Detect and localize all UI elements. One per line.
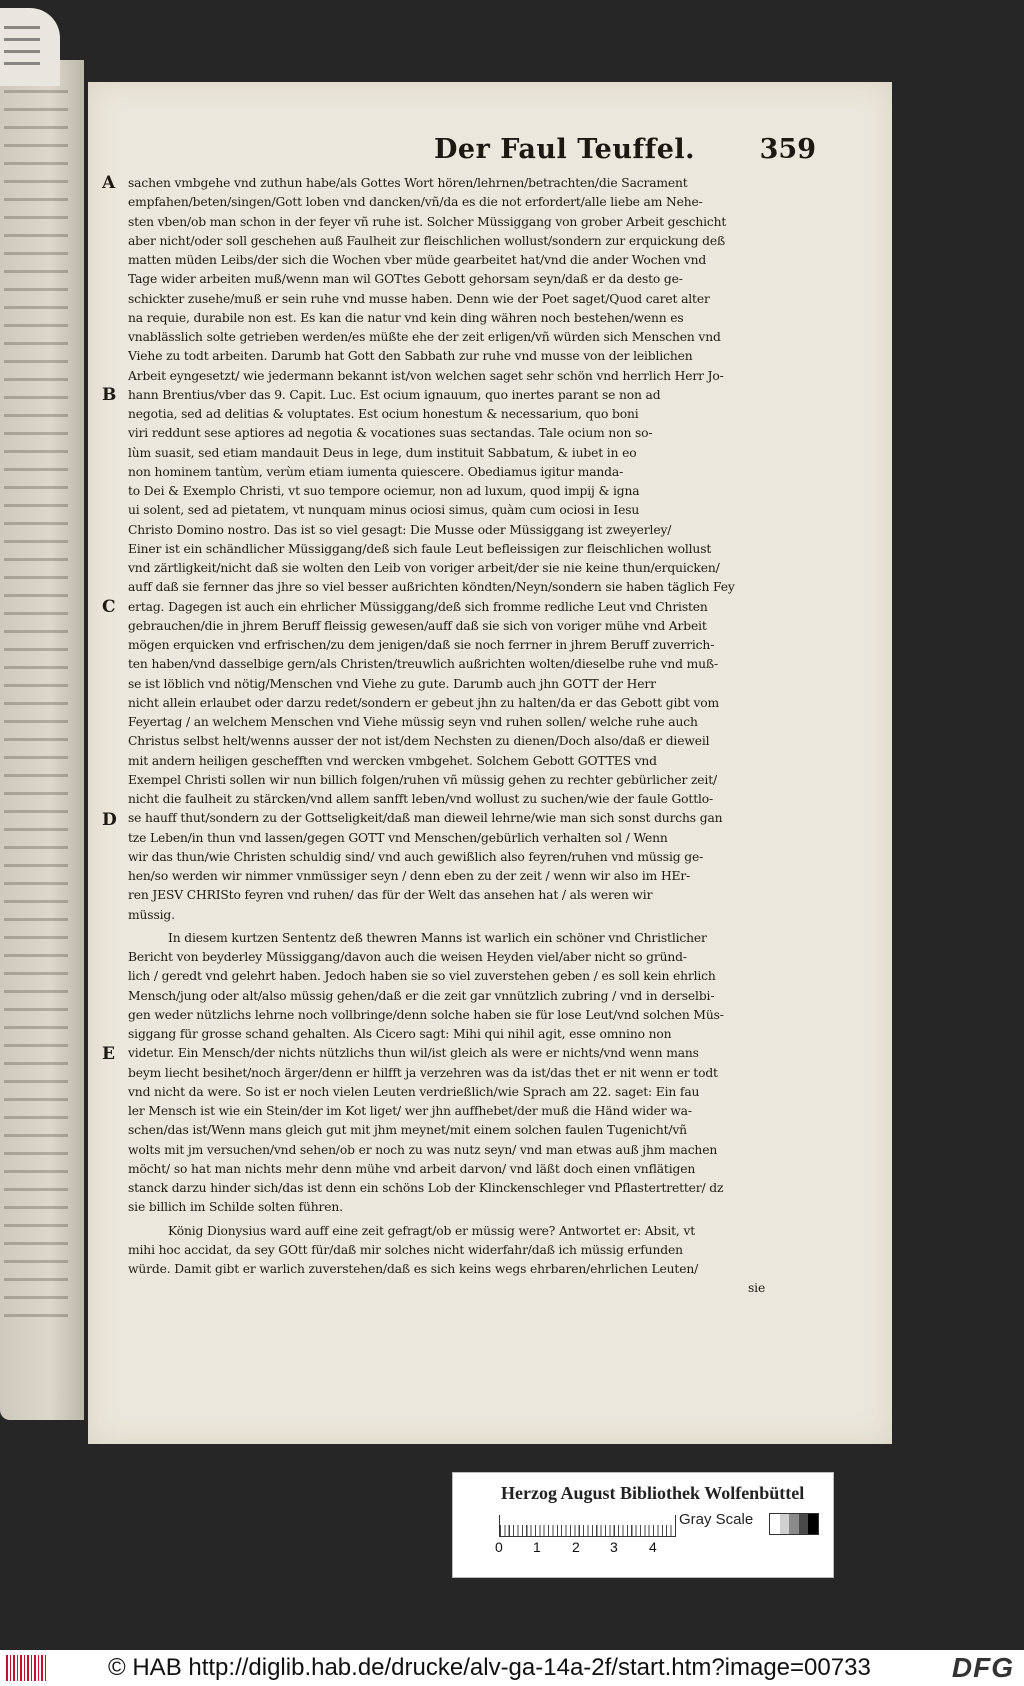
text-line: Mensch/jung oder alt/also müssig gehen/daß er die zeit gar vnnützlich zubring / vnd in derselbi- bbox=[128, 988, 715, 1003]
text-line: gebrauchen/die in jhrem Beruff fleissig gewesen/auff daß sie sich von voriger mühe vnd Arbeit bbox=[128, 618, 707, 633]
margin-marker-a: A bbox=[102, 173, 116, 193]
text-line: negotia, sed ad delitias & voluptates. Est ocium honestum & necessarium, quo boni bbox=[128, 407, 639, 421]
gray-swatch bbox=[799, 1514, 809, 1534]
text-line: In diesem kurtzen Sententz deß thewren Manns ist warlich ein schöner vnd Christlicher bbox=[168, 930, 707, 945]
text-line: schen/das ist/Wenn mans gleich gut mit jhm meynet/mit einem solchen faulen Tugenicht/vñ bbox=[128, 1123, 687, 1138]
text-line: videtur. Ein Mensch/der nichts nützlichs thun wil/ist gleich als were er nichts/vnd wenn mans bbox=[128, 1046, 699, 1061]
gray-swatch bbox=[780, 1514, 790, 1534]
text-line: König Dionysius ward auff eine zeit gefragt/ob er müssig were? Antwortet er: Absit, vt bbox=[168, 1223, 696, 1238]
page-text bbox=[128, 174, 828, 1299]
text-line: mihi hoc accidat, da sey GOtt für/daß mir solches nicht widerfahr/daß ich müssig erfunden bbox=[128, 1242, 683, 1257]
running-head bbox=[328, 134, 848, 174]
text-line: se ist löblich vnd nötig/Menschen vnd Viehe zu gute. Darumb auch jhn GOTT der Herr bbox=[128, 676, 656, 691]
text-line: beym liecht besihet/noch ärger/denn er hilfft ja verzehren was da ist/das thet er nit wenn er todt bbox=[128, 1065, 718, 1080]
text-line: würde. Damit gibt er warlich zuverstehen/daß es sich keins wegs ehrbaren/ehrlichen Leuten/ bbox=[128, 1262, 699, 1276]
text-line: hann Brentius/vber das 9. Capit. Luc. Est ocium ignauum, quo inertes parant se non ad bbox=[128, 387, 661, 402]
ruler-number: 0 bbox=[495, 1539, 503, 1555]
ruler-number: 3 bbox=[610, 1539, 618, 1555]
text-line: Christo Domino nostro. Das ist so viel gesagt: Die Musse oder Müssiggang ist zweyerley/ bbox=[128, 522, 672, 537]
text-line: lich / geredt vnd gelehrt haben. Jedoch haben sie so viel zuverstehen geben / es soll kein ehrlich bbox=[128, 969, 716, 984]
text-line: müssig. bbox=[128, 907, 175, 922]
color-reference-card bbox=[452, 1472, 834, 1578]
text-line: aber nicht/oder soll geschehen auß Faulheit zur fleischlichen wollust/sondern zur erquickung deß bbox=[128, 233, 726, 248]
text-line: viri reddunt sese aptiores ad negotia & vocationes suas sectandas. Tale ocium non so- bbox=[128, 426, 653, 441]
text-line: Viehe zu todt arbeiten. Darumb hat Gott den Sabbath zur ruhe vnd musse von der leiblichen bbox=[128, 349, 693, 364]
left-adjacent-page bbox=[0, 60, 84, 1420]
text-line: Exempel Christi sollen wir nun billich folgen/ruhen vñ müssig gehen zu rechter gebürlicher zeit/ bbox=[128, 772, 717, 787]
text-line: sie billich im Schilde solten führen. bbox=[128, 1200, 343, 1215]
text-line: möcht/ so hat man nichts mehr denn mühe vnd arbeit darvon/ vnd läßt doch einen vnflätigen bbox=[128, 1161, 696, 1176]
text-line: siggang für grosse schand gehalten. Als Cicero sagt: Mihi qui nihil agit, esse omnino non bbox=[128, 1027, 672, 1041]
text-line: ui solent, sed ad pietatem, vt nunquam minus ociosi simus, quàm cum ociosi in Iesu bbox=[128, 503, 640, 518]
left-page-text-block bbox=[4, 90, 68, 1330]
ruler-number: 1 bbox=[533, 1539, 541, 1555]
text-line: ertag. Dagegen ist auch ein ehrlicher Müssiggang/deß sich fromme redliche Leut vnd Christen bbox=[128, 599, 708, 614]
text-line: sten vben/ob man schon in der feyer vñ ruhe ist. Solcher Müssiggang von grober Arbeit geschicht bbox=[128, 214, 727, 229]
text-line: vnd nicht da were. So ist er noch vielen Leuten verdrießlich/wie Sprach am 22. saget: Ein fau bbox=[128, 1084, 700, 1099]
text-line: ren JESV CHRISto feyren vnd ruhen/ das für der Welt das ansehen hat / als weren wir bbox=[128, 888, 653, 903]
text-line: Bericht von beyderley Müssiggang/davon auch die weisen Heyden viel/aber nicht so gründ- bbox=[128, 950, 687, 964]
text-line: Einer ist ein schändlicher Müssiggang/deß sich faule Leut befleissigen zur fleischlichen wollust bbox=[128, 541, 712, 556]
dfg-logo: DFG bbox=[951, 1652, 1014, 1683]
text-line: nicht die faulheit zu stärcken/vnd allem sanfft leben/vnd wollust zu suchen/wie der faule Gottlo- bbox=[128, 792, 714, 806]
text-line: wir das thun/wie Christen schuldig sind/ vnd auch gewißlich also feyren/ruhen vnd müssig ge- bbox=[128, 849, 704, 864]
gray-scale-bar bbox=[769, 1513, 819, 1535]
text-line: tze Leben/in thun vnd lassen/gegen GOTT vnd Menschen/gebürlich verhalten sol / Wenn bbox=[128, 830, 668, 845]
text-line: ten haben/vnd dasselbige gern/als Christen/treuwlich außrichten wolten/dieselbe ruhe vnd muß- bbox=[128, 657, 718, 672]
running-title: Der Faul Teuffel. bbox=[434, 134, 696, 165]
margin-marker-d: D bbox=[102, 810, 117, 830]
footer-copyright-url: © HAB http://diglib.hab.de/drucke/alv-ga-14a-2f/start.htm?image=00733 bbox=[108, 1654, 871, 1681]
text-line: na requie, durabile non est. Es kan die natur vnd kein ding währen noch bestehen/wenn es bbox=[128, 310, 684, 325]
text-line: empfahen/beten/singen/Gott loben vnd dancken/vñ/da es die not erfordert/alle liebe am Nehe- bbox=[128, 195, 703, 210]
text-line: Tage wider arbeiten muß/wenn man wil GOTtes Gebott gehorsam seyn/daß er da desto ge- bbox=[128, 272, 683, 287]
text-line: vnd zärtligkeit/nicht daß sie wolten den Leib von voriger arbeit/der sie nie keine thun/erquicken/ bbox=[128, 561, 720, 575]
margin-marker-e: E bbox=[102, 1044, 115, 1064]
text-line: wolts mit jm versuchen/vnd sehen/ob er noch zu was nutz seyn/ vnd man etwas auß jhm machen bbox=[128, 1142, 718, 1157]
text-line: Arbeit eyngesetzt/ wie jedermann bekannt ist/von welchen saget sehr schön vnd herrlich Herr Jo- bbox=[128, 368, 724, 383]
text-line: ler Mensch ist wie ein Stein/der im Kot liget/ wer jhn auffhebet/der muß die Händ wider wa- bbox=[128, 1104, 692, 1118]
margin-marker-c: C bbox=[102, 597, 116, 617]
left-page-corner-text bbox=[4, 26, 40, 66]
text-line: non hominem tantùm, verùm etiam iumenta quiescere. Obediamus igitur manda- bbox=[128, 464, 624, 479]
text-line: gen weder nützlichs lehrne noch vollbringe/denn solche haben sie für lose Leut/vnd solchen Müs- bbox=[128, 1007, 724, 1022]
left-page-corner bbox=[0, 8, 60, 86]
library-name: Herzog August Bibliothek Wolfenbüttel bbox=[501, 1483, 805, 1503]
text-line: nicht allein erlaubet oder darzu redet/sondern er gebeut jhn zu halten/da er das Gebott gibt vom bbox=[128, 695, 720, 710]
ruler-number: 4 bbox=[649, 1539, 657, 1555]
margin-marker-b: B bbox=[102, 385, 117, 405]
text-line: lùm suasit, sed etiam mandauit Deus in lege, dum instituit Sabbatum, & iubet in eo bbox=[128, 445, 637, 460]
footer-bar bbox=[0, 1650, 1024, 1686]
text-line: Christus selbst helt/wenns ausser der not ist/dem Nechsten zu dienen/Doch also/daß er dieweil bbox=[128, 734, 710, 749]
text-line: mögen erquicken vnd erfrischen/zu dem jenigen/daß sie noch ferrner in jhrem Beruff zuverrich- bbox=[128, 638, 715, 652]
text-line: sachen vmbgehe vnd zuthun habe/als Gottes Wort hören/lehrnen/betrachten/die Sacrament bbox=[128, 176, 688, 190]
gray-scale-label: Gray Scale bbox=[679, 1511, 754, 1528]
text-line: stanck darzu hinder sich/das ist denn ein schöns Lob der Klinckenschleger vnd Pflastertretter/ dz bbox=[128, 1181, 724, 1195]
text-line: to Dei & Exemplo Christi, vt suo tempore ociemur, non ad luxum, quod impij & igna bbox=[128, 484, 640, 498]
text-line: vnablässlich solte getrieben werden/es müßte ehe der zeit erligen/vñ würden sich Menschen vnd bbox=[128, 330, 721, 344]
barcode-icon bbox=[6, 1655, 46, 1681]
text-line: Feyertag / an welchem Menschen vnd Viehe müssig seyn vnd ruhen sollen/ welche ruhe auch bbox=[128, 715, 698, 729]
text-line: matten müden Leibs/der sich die Wochen vber müde gearbeitet hat/vnd die ander Wochen vnd bbox=[128, 253, 707, 267]
gray-swatch bbox=[808, 1514, 818, 1534]
text-line: hen/so werden wir nimmer vnmüssiger seyn / denn eben zu der zeit / wenn wir also im HEr- bbox=[128, 869, 691, 883]
text-line: auff daß sie fernner das jhre so viel besser außrichten köndten/Neyn/sondern sie haben täglich Fey bbox=[128, 580, 735, 595]
ruler-number: 2 bbox=[572, 1539, 580, 1555]
text-line: se hauff thut/sondern zu der Gottseligkeit/daß man dieweil lehrne/wie man sich sonst durchs gan bbox=[128, 811, 723, 826]
book-page bbox=[88, 82, 892, 1444]
gray-swatch bbox=[789, 1514, 799, 1534]
page-number: 359 bbox=[759, 134, 816, 165]
gray-swatch bbox=[770, 1514, 780, 1534]
catchword: sie bbox=[748, 1281, 766, 1296]
ruler-scale bbox=[499, 1515, 676, 1537]
text-line: mit andern heiligen geschefften vnd wercken vmbgehet. Solchem Gebott GOTTES vnd bbox=[128, 753, 657, 768]
text-line: schickter zusehe/muß er sein ruhe vnd musse haben. Denn wie der Poet saget/Quod caret alter bbox=[128, 291, 710, 306]
